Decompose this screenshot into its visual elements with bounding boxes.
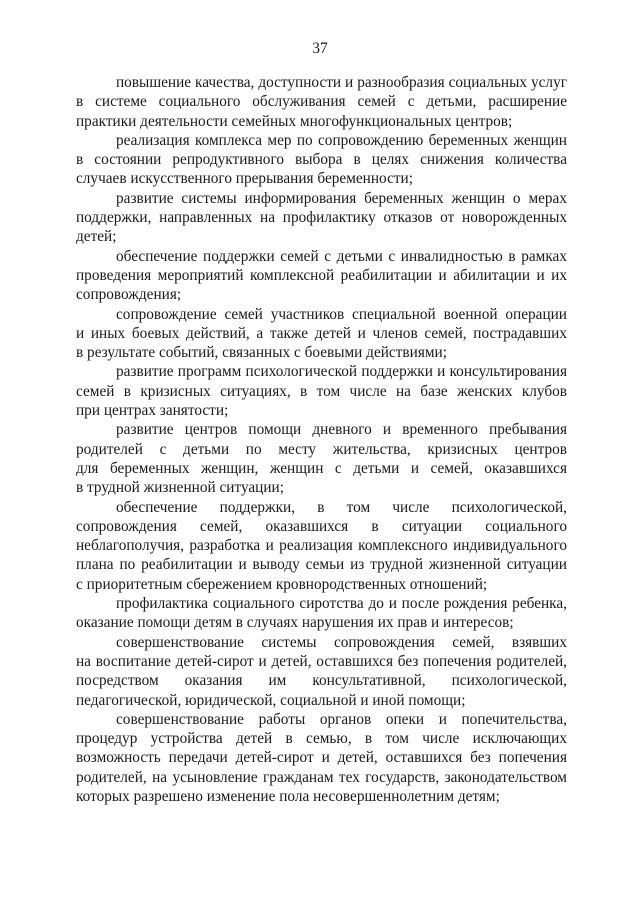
- text-line: родителей, на усыновление гражданам тех государств, законодательством: [76, 768, 567, 786]
- text-line: детей;: [76, 228, 117, 246]
- text-line: в трудной жизненной ситуации;: [76, 479, 284, 497]
- text-line: плана по реабилитации и выводу семьи из трудной жизненной ситуации: [76, 556, 567, 574]
- text-line: при центрах занятости;: [76, 402, 229, 420]
- text-line: и иных боевых действий, а также детей и членов семей, пострадавших: [76, 324, 567, 342]
- paragraph: [76, 498, 567, 594]
- text-line: неблагополучия, разработка и реализация комплексного индивидуального: [76, 537, 567, 555]
- text-line: для беременных женщин, женщин с детьми и семей, оказавшихся: [76, 459, 567, 477]
- text-line: сопровождения;: [76, 286, 182, 304]
- text-line: оказание помощи детям в случаях нарушения их прав и интересов;: [76, 614, 514, 632]
- text-line: развитие программ психологической поддержки и консультирования: [116, 363, 567, 381]
- text-line: повышение качества, доступности и разнообразия социальных услуг: [116, 74, 567, 91]
- page-number: 37: [312, 40, 328, 57]
- paragraph: [76, 305, 567, 363]
- text-line: семей в кризисных ситуациях, в том числе на базе женских клубов: [76, 382, 567, 400]
- text-line: в результате событий, связанных с боевыми действиями;: [76, 344, 447, 362]
- text-line: практики деятельности семейных многофункциональных центров;: [76, 112, 513, 130]
- paragraph: [76, 633, 567, 710]
- paragraph: [76, 362, 567, 420]
- body-text: [76, 73, 567, 806]
- paragraph: [76, 420, 567, 497]
- text-line: на воспитание детей-сирот и детей, оставшихся без попечения родителей,: [76, 652, 567, 670]
- text-line: профилактика социального сиротства до и после рождения ребенка,: [116, 595, 567, 613]
- text-line: обеспечение поддержки семей с детьми с инвалидностью в рамках: [116, 247, 567, 265]
- text-line: проведения мероприятий комплексной реабилитации и абилитации и их: [76, 266, 567, 284]
- paragraph: [76, 247, 567, 305]
- paragraph: [76, 131, 567, 189]
- text-line: случаев искусственного прерывания беременности;: [76, 170, 413, 188]
- text-line: развитие центров помощи дневного и временного пребывания: [116, 421, 567, 439]
- paragraph: [76, 73, 567, 131]
- text-line: сопровождения семей, оказавшихся в ситуации социального: [76, 517, 567, 535]
- text-line: возможность передачи детей-сирот и детей, оставшихся без попечения: [76, 749, 567, 767]
- text-line: с приоритетным сбережением кровнородственных отношений;: [76, 575, 488, 593]
- text-line: педагогической, юридической, социальной и иной помощи;: [76, 691, 466, 709]
- text-line: развитие системы информирования беременных женщин о мерах: [116, 189, 567, 207]
- text-line: сопровождение семей участников специальной военной операции: [116, 305, 567, 323]
- text-line: процедур устройства детей в семью, в том числе исключающих: [76, 730, 567, 748]
- text-line: совершенствование системы сопровождения семей, взявших: [116, 633, 567, 651]
- text-line: в системе социального обслуживания семей с детьми, расширение: [76, 93, 567, 111]
- text-line: совершенствование работы органов опеки и попечительства,: [116, 710, 567, 728]
- text-line: которых разрешено изменение пола несовершеннолетним детям;: [76, 787, 500, 805]
- text-line: родителей с детьми по месту жительства, кризисных центров: [76, 440, 567, 458]
- paragraph: [76, 189, 567, 247]
- text-line: обеспечение поддержки, в том числе психологической,: [116, 498, 567, 516]
- text-line: посредством оказания им консультативной, психологической,: [76, 672, 567, 690]
- text-line: реализация комплекса мер по сопровождению беременных женщин: [116, 131, 567, 149]
- paragraph: [76, 594, 567, 633]
- paragraph: [76, 710, 567, 806]
- text-line: поддержки, направленных на профилактику отказов от новорожденных: [76, 209, 567, 227]
- text-line: в состоянии репродуктивного выбора в целях снижения количества: [76, 151, 567, 169]
